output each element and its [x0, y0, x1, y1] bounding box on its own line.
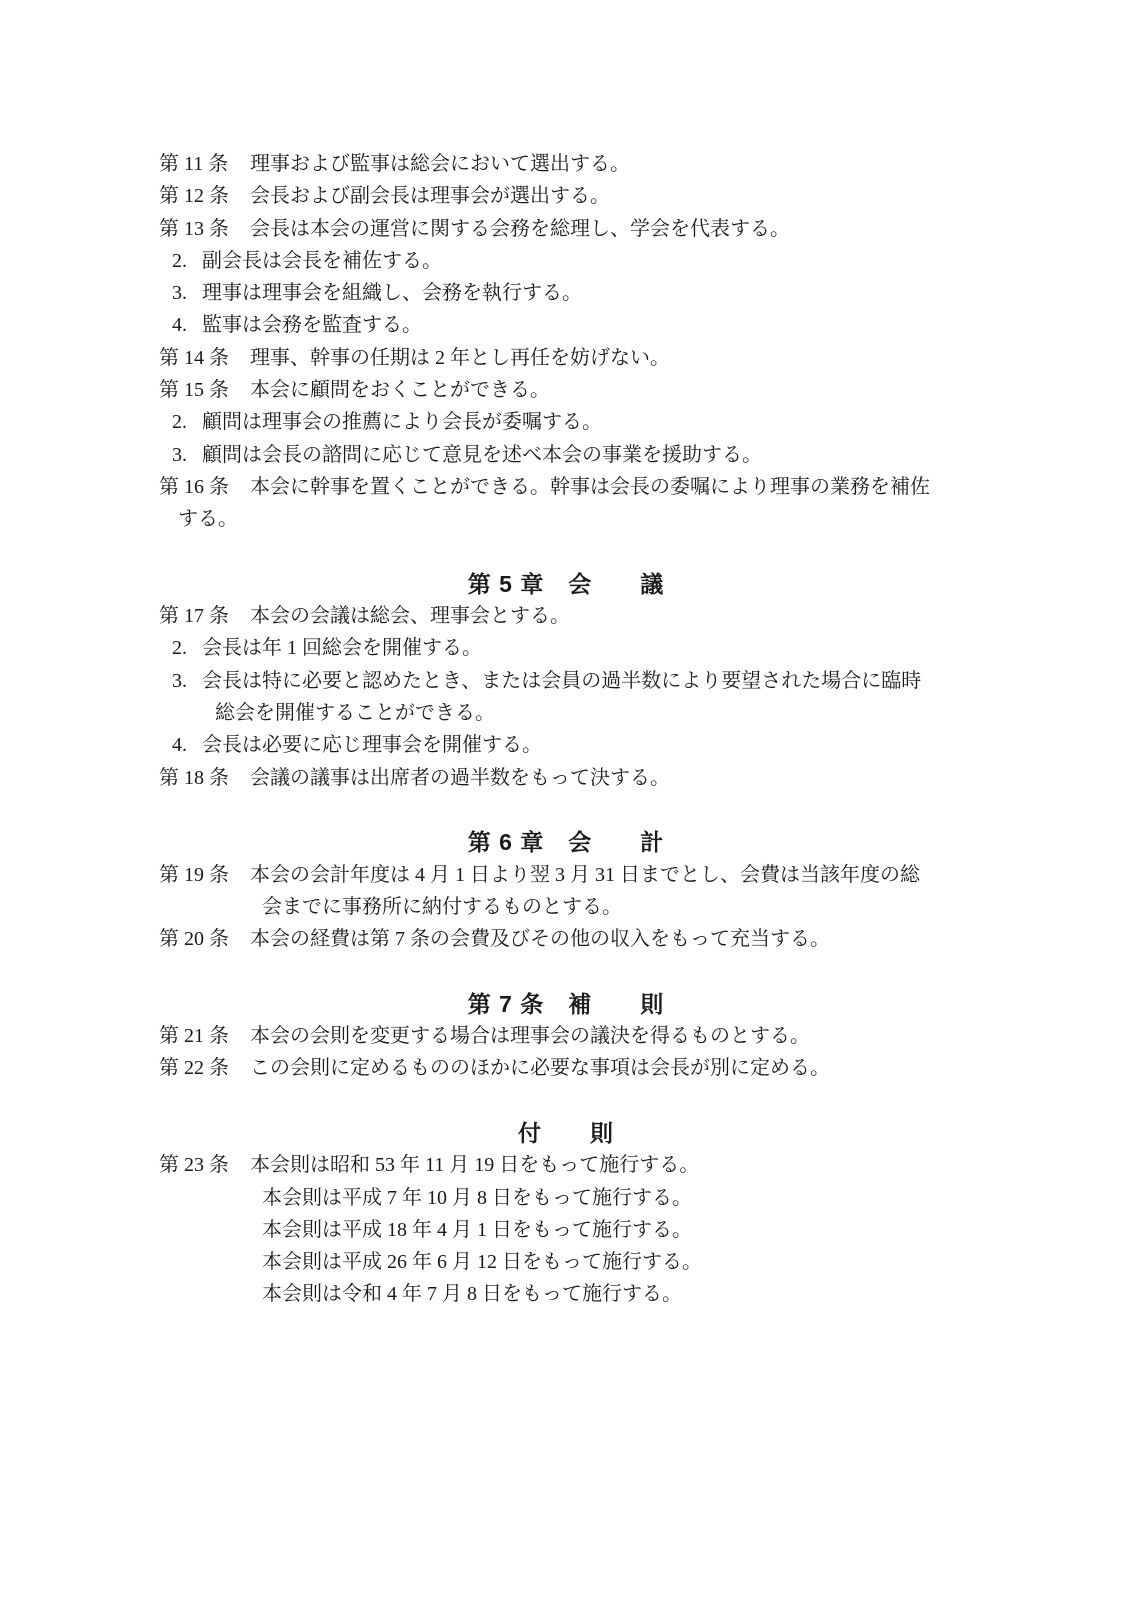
article-number: 第 16 条 [159, 475, 229, 498]
article-line [159, 471, 973, 503]
article-line [159, 923, 973, 955]
article-number: 第 21 条 [159, 1025, 229, 1048]
article-number: 第 18 条 [159, 766, 229, 789]
line-text: 会議の議事は出席者の過半数をもって決する。 [250, 766, 670, 789]
sub-item-number: 4. [172, 734, 187, 757]
article-line [159, 148, 973, 180]
line-text: 本会に幹事を置くことができる。幹事は会長の委嘱により理事の業務を補佐 [250, 475, 930, 498]
line-text: 理事、幹事の任期は 2 年とし再任を妨げない。 [250, 346, 670, 369]
sub-item-line [159, 245, 973, 277]
article-number: 第 20 条 [159, 928, 229, 951]
sub-item-line [159, 406, 973, 438]
sub-item-line [159, 309, 973, 341]
chapter-heading: 第 7 条 補 則 [467, 990, 665, 1017]
sub-item-number: 3. [172, 443, 187, 466]
article-number: 第 12 条 [159, 185, 229, 208]
sub-item-line [159, 277, 973, 309]
article-line [159, 213, 973, 245]
continuation-line: 会までに事務所に納付するものとする。 [262, 895, 622, 918]
article-number: 第 14 条 [159, 346, 229, 369]
sub-item-line [159, 665, 973, 697]
line-text: 顧問は会長の諮問に応じて意見を述べ本会の事業を援助する。 [202, 443, 762, 466]
article-line [159, 1020, 973, 1052]
sub-item-number: 3. [172, 282, 187, 305]
article-number: 第 17 条 [159, 605, 229, 628]
article-line [159, 1149, 973, 1181]
article-line [159, 762, 973, 794]
article-line [159, 600, 973, 632]
line-text: 本会の会計年度は 4 月 1 日より翌 3 月 31 日までとし、会費は当該年度の総 [250, 863, 920, 886]
sub-item-line [159, 729, 973, 761]
line-text: 本会則は昭和 53 年 11 月 19 日をもって施行する。 [250, 1154, 700, 1177]
sub-item-number: 2. [172, 249, 187, 272]
sub-item-line [159, 439, 973, 471]
line-text: 理事は理事会を組織し、会務を執行する。 [202, 282, 582, 305]
chapter-heading: 付 則 [518, 1119, 614, 1146]
sub-item-number: 4. [172, 314, 187, 337]
line-text: 会長は年 1 回総会を開催する。 [202, 637, 482, 660]
article-number: 第 11 条 [159, 153, 229, 175]
article-number: 第 23 条 [159, 1154, 229, 1177]
line-text: 本会の会則を変更する場合は理事会の議決を得るものとする。 [250, 1025, 810, 1048]
line-text: 本会の経費は第 7 条の会費及びその他の収入をもって充当する。 [250, 928, 830, 951]
article-line [159, 374, 973, 406]
line-text: 会長および副会長は理事会が選出する。 [250, 185, 610, 208]
article-line [159, 342, 973, 374]
line-text: 監事は会務を監査する。 [202, 314, 422, 337]
line-text: 本会に顧問をおくことができる。 [250, 379, 550, 402]
article-number: 第 22 条 [159, 1057, 229, 1080]
chapter-heading: 第 6 章 会 計 [467, 829, 665, 856]
article-line [159, 180, 973, 212]
continuation-line: 本会則は令和 4 年 7 月 8 日をもって施行する。 [262, 1283, 682, 1306]
line-text: 会長は必要に応じ理事会を開催する。 [202, 734, 542, 757]
article-number: 第 13 条 [159, 217, 229, 240]
continuation-line: 本会則は平成 26 年 6 月 12 日をもって施行する。 [262, 1251, 702, 1274]
article-line [159, 859, 973, 891]
continuation-line: する。 [178, 508, 238, 531]
line-text: 副会長は会長を補佐する。 [202, 249, 442, 272]
article-line [159, 1052, 973, 1084]
continuation-line: 総会を開催することができる。 [215, 702, 495, 725]
line-text: 理事および監事は総会において選出する。 [250, 153, 630, 175]
article-number: 第 19 条 [159, 863, 229, 886]
line-text: 顧問は理事会の推薦により会長が委嘱する。 [202, 411, 602, 434]
chapter-heading: 第 5 章 会 議 [467, 570, 665, 597]
sub-item-number: 3. [172, 669, 187, 692]
sub-item-line [159, 632, 973, 664]
line-text: この会則に定めるもののほかに必要な事項は会長が別に定める。 [250, 1057, 830, 1080]
article-number: 第 15 条 [159, 379, 229, 402]
sub-item-number: 2. [172, 637, 187, 660]
line-text: 会長は特に必要と認めたとき、または会員の過半数により要望された場合に臨時 [202, 669, 922, 692]
sub-item-number: 2. [172, 411, 187, 434]
continuation-line: 本会則は平成 18 年 4 月 1 日をもって施行する。 [262, 1218, 692, 1241]
line-text: 会長は本会の運営に関する会務を総理し、学会を代表する。 [250, 217, 790, 240]
line-text: 本会の会議は総会、理事会とする。 [250, 605, 570, 628]
continuation-line: 本会則は平成 7 年 10 月 8 日をもって施行する。 [262, 1186, 692, 1209]
